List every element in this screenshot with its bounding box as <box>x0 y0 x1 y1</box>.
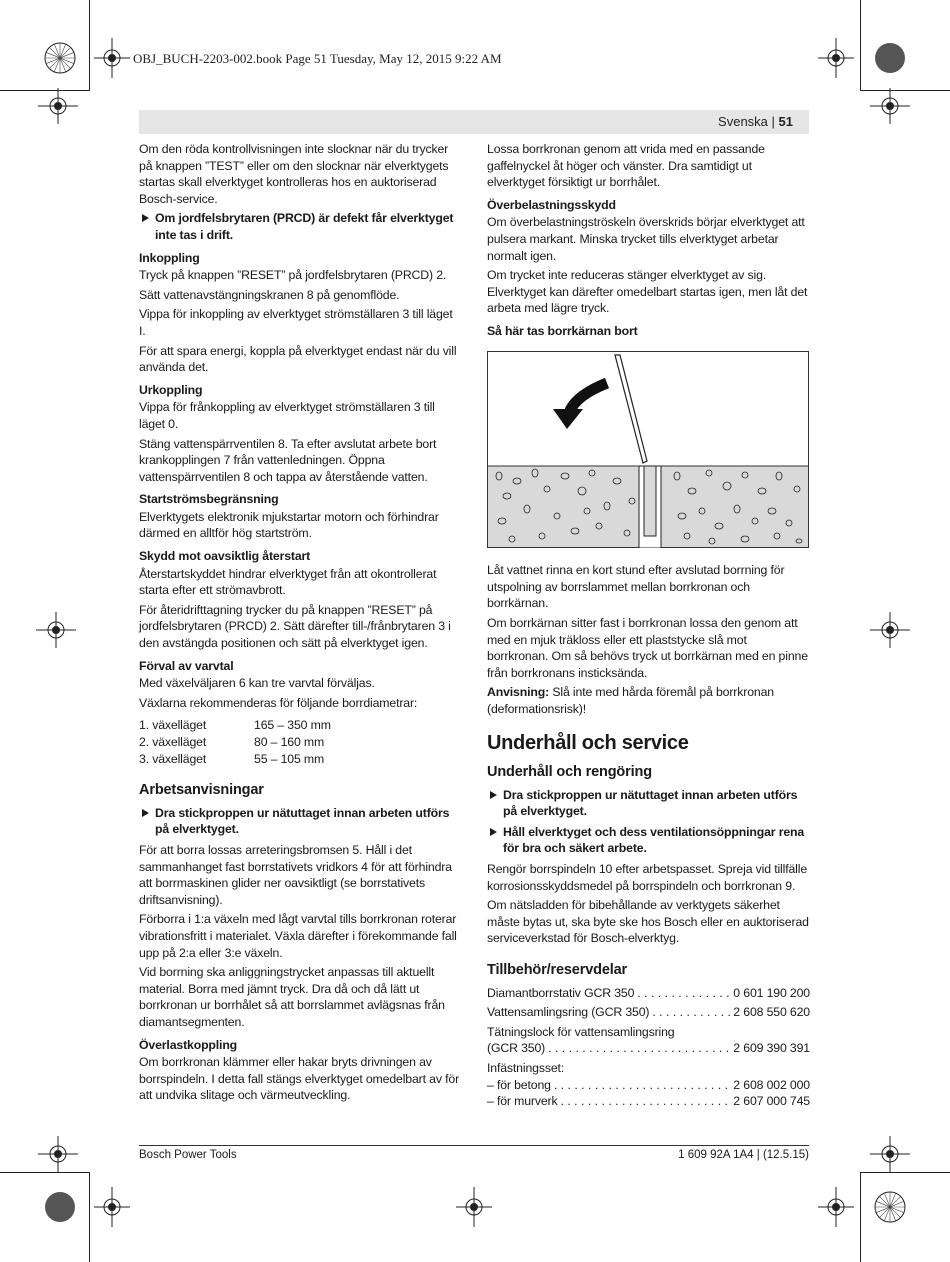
section-heading: Arbetsanvisningar <box>139 782 264 799</box>
gear-list <box>139 717 462 767</box>
part-number: 2 608 550 620 <box>733 1005 810 1020</box>
paragraph: För att spara energi, koppla på elverktyget endast när du vill använda det. <box>139 343 457 375</box>
paragraph: Rengör borrspindeln 10 efter arbetspasset. Spreja vid tillfälle korrosionsskyddsmedel på borrspindeln och borrkronan 9. <box>487 862 808 893</box>
warning-item <box>487 787 810 820</box>
triangle-bullet-icon <box>490 828 497 836</box>
core-removal-illustration <box>487 351 809 548</box>
running-head <box>139 110 809 134</box>
part-name: Vattensamlingsring (GCR 350) <box>487 1005 650 1020</box>
part-number: 2 607 000 745 <box>733 1094 810 1109</box>
part-name: – för murverk <box>487 1094 558 1109</box>
section-heading: Underhåll och rengöring <box>487 764 652 781</box>
part-row <box>487 1077 810 1094</box>
registration-dot-icon <box>40 1187 80 1227</box>
registration-crosshair-icon <box>870 88 910 124</box>
warning-text: Dra stickproppen ur nätuttaget innan arbeten utförs på elverktyget. <box>155 805 450 837</box>
note-text: Slå inte med hårda föremål på borrkronan (deformationsrisk)! <box>487 685 774 716</box>
leader-dots <box>554 1077 730 1094</box>
part-row <box>487 1093 810 1110</box>
triangle-bullet-icon <box>142 214 149 222</box>
registration-crosshair-icon <box>94 38 130 78</box>
registration-crosshair-icon <box>870 612 910 648</box>
part-number: 2 609 390 391 <box>733 1041 810 1056</box>
part-group-heading: Infästningsset: <box>487 1060 565 1075</box>
registration-crosshair-icon <box>36 612 76 648</box>
registration-crosshair-icon <box>818 1187 854 1227</box>
registration-crosshair-icon <box>456 1187 492 1227</box>
leader-dots <box>560 1093 730 1110</box>
registration-crosshair-icon <box>94 1187 130 1227</box>
warning-item <box>139 210 462 243</box>
triangle-bullet-icon <box>490 791 497 799</box>
paragraph: Med växelväljaren 6 kan tre varvtal förväljas. <box>139 676 375 691</box>
footer-brand: Bosch Power Tools <box>139 1149 237 1161</box>
gear-range: 80 – 160 mm <box>254 735 325 749</box>
paragraph: Stäng vattenspärrventilen 8. Ta efter avslutat arbete bort krankopplingen 7 från vattenledningen. Öppna vattenspärrventilen 8 och tappa av återstående vatten. <box>139 436 437 484</box>
left-column <box>139 141 462 1107</box>
right-column <box>487 141 810 1110</box>
part-number: 0 601 190 200 <box>733 985 810 1000</box>
paragraph: Återstartskyddet hindrar elverktyget från att okontrollerat starta efter ett strömavbrott. <box>139 566 437 598</box>
paragraph: Om överbelastningströskeln överskrids börjar elverktyget att pulsera markant. Minska trycket tills elverktyget arbetar normalt igen. <box>487 215 805 263</box>
paragraph: Vippa för frånkoppling av elverktyget strömställaren 3 till läget 0. <box>139 400 435 431</box>
part-name-line: Tätningslock för vattensamlingsring <box>487 1024 675 1039</box>
gear-label: 1. växelläget <box>139 718 207 733</box>
paragraph: Växlarna rekommenderas för följande borrdiametrar: <box>139 695 418 710</box>
paragraph: Om borrkronan klämmer eller hakar bryts drivningen av borrspindeln. I detta fall stängs elverktyget omedelbart av för att undvika slitage och värmeutveckling. <box>139 1055 460 1103</box>
registration-crosshair-icon <box>818 38 854 78</box>
paragraph: Förborra i 1:a växeln med lågt varvtal tills borrkronan roterar vibrationsfritt i materialet. Växla därefter i förekommande fall upp på 2:a eller 3:e växeln. <box>139 912 457 960</box>
note-label: Anvisning: <box>487 685 550 700</box>
crop-mark <box>860 0 861 90</box>
gear-range: 165 – 350 mm <box>254 718 331 733</box>
warning-item <box>487 824 810 857</box>
section-heading: Förval av varvtal <box>139 658 234 673</box>
section-heading: Urkoppling <box>139 382 203 397</box>
paragraph: Vippa för inkoppling av elverktyget strömställaren 3 till läget I. <box>139 307 453 338</box>
leader-dots <box>548 1040 730 1057</box>
paragraph: För att borra lossas arreteringsbromsen 5. Håll i det sammanhanget fast borrstativets vridkors 4 för att förhindra att borrmaskinen glider ner oavsiktligt (se borrstativets driftsanvisning). <box>139 842 452 907</box>
warning-text: Om jordfelsbrytaren (PRCD) är defekt får elverktyget inte tas i drift. <box>155 211 454 242</box>
page-number: 51 <box>778 114 793 129</box>
triangle-bullet-icon <box>142 809 149 817</box>
gear-range: 55 – 105 mm <box>254 751 325 766</box>
print-header: OBJ_BUCH-2203-002.book Page 51 Tuesday, May 12, 2015 9:22 AM <box>133 51 502 66</box>
leader-dots <box>652 1004 730 1021</box>
gear-row <box>139 717 462 734</box>
paragraph: Om borrkärnan sitter fast i borrkronan lossa den genom att med en mjuk träkloss eller ett plaststycke slå mot borrkronan. Om så behövs tryck ut borrkärnan med en pinne från borrkronans insticksända. <box>487 615 808 680</box>
part-row <box>487 1004 810 1021</box>
registration-crosshair-icon <box>38 1136 78 1172</box>
crop-mark <box>860 1172 950 1173</box>
registration-dot-icon <box>870 38 910 78</box>
section-heading: Inkoppling <box>139 250 200 265</box>
gear-row <box>139 734 462 751</box>
section-heading: Överbelastningsskydd <box>487 197 616 212</box>
paragraph: Vid borrning ska anliggningstrycket anpassas till aktuellt material. Borra med jämnt tryck. Dra då och då lätt ut borrkronan ur borrhålet så att borrslammet avlägsnas från diamantsegmenten. <box>139 965 445 1029</box>
paragraph: Om den röda kontrollvisningen inte slocknar när du trycker på knappen ”TEST” eller om den slocknar när elverktygets startas skall elverktyget kontrolleras hos en auktoriserad Bosch-service. <box>139 142 449 206</box>
gear-label: 3. växelläget <box>139 751 207 766</box>
registration-mark-icon <box>870 1187 910 1227</box>
warning-item <box>139 805 462 838</box>
crop-mark <box>0 1172 90 1173</box>
section-heading: Startströmsbegränsning <box>139 492 279 507</box>
registration-mark-icon <box>40 38 80 78</box>
paragraph: Tryck på knappen ”RESET” på jordfelsbrytaren (PRCD) 2. <box>139 268 447 283</box>
gear-label: 2. växelläget <box>139 735 207 749</box>
warning-text: Håll elverktyget och dess ventilationsöppningar rena för bra och säkert arbete. <box>503 824 805 856</box>
paragraph: Lossa borrkronan genom att vrida med en passande gaffelnyckel åt höger och vänster. Dra samtidigt ut elverktyget försiktigt ur borrhålet. <box>487 142 765 190</box>
paragraph: Om nätsladden för bibehållande av verktygets säkerhet måste bytas ut, ska byte ske hos Bosch eller en auktoriserad serviceverkstad för Bosch-elverktyg. <box>487 898 809 946</box>
part-name: Diamantborrstativ GCR 350 <box>487 985 635 1000</box>
part-name: – för betong <box>487 1077 551 1092</box>
paragraph: Elverktygets elektronik mjukstartar motorn och förhindrar därmed en alltför hög startström. <box>139 509 439 541</box>
section-heading: Så här tas borrkärnan bort <box>487 323 638 338</box>
part-number: 2 608 002 000 <box>733 1077 810 1092</box>
section-heading: Överlastkoppling <box>139 1037 238 1052</box>
part-row <box>487 1040 810 1057</box>
section-heading: Tillbehör/reservdelar <box>487 962 628 978</box>
footer-doc-number: 1 609 92A 1A4 | (12.5.15) <box>678 1149 809 1161</box>
running-head-language: Svenska | <box>718 114 775 129</box>
paragraph: Sätt vattenavstängningskranen 8 på genomflöde. <box>139 287 400 302</box>
paragraph: Om trycket inte reduceras stänger elverktyget av sig. Elverktyget kan därefter omedelbart startas igen, men låt det arbeta med lägre tryck. <box>487 268 808 316</box>
registration-crosshair-icon <box>38 88 78 124</box>
chapter-heading: Underhåll och service <box>487 732 689 755</box>
crop-mark <box>89 1172 90 1262</box>
crop-mark <box>860 1172 861 1262</box>
paragraph <box>487 684 810 717</box>
leader-dots <box>637 985 730 1002</box>
paragraph: Låt vattnet rinna en kort stund efter avslutad borrning för utspolning av borrslammet mellan borrkronan och borrkärnan. <box>487 563 785 611</box>
footer-rule <box>139 1145 809 1146</box>
running-head-text <box>718 114 793 129</box>
section-heading: Skydd mot oavsiktlig återstart <box>139 549 311 564</box>
warning-text: Dra stickproppen ur nätuttaget innan arbeten utförs på elverktyget. <box>503 787 798 819</box>
part-row <box>487 985 810 1002</box>
crop-mark <box>89 0 90 90</box>
paragraph: För återidrifttagning trycker du på knappen ”RESET” på jordfelsbrytaren (PRCD) 2. Sätt därefter till-/frånbrytaren 3 i den avstängda positionen och sätt på elverktyget igen. <box>139 602 451 651</box>
part-name: (GCR 350) <box>487 1041 546 1056</box>
gear-row <box>139 751 462 768</box>
registration-crosshair-icon <box>870 1136 910 1172</box>
